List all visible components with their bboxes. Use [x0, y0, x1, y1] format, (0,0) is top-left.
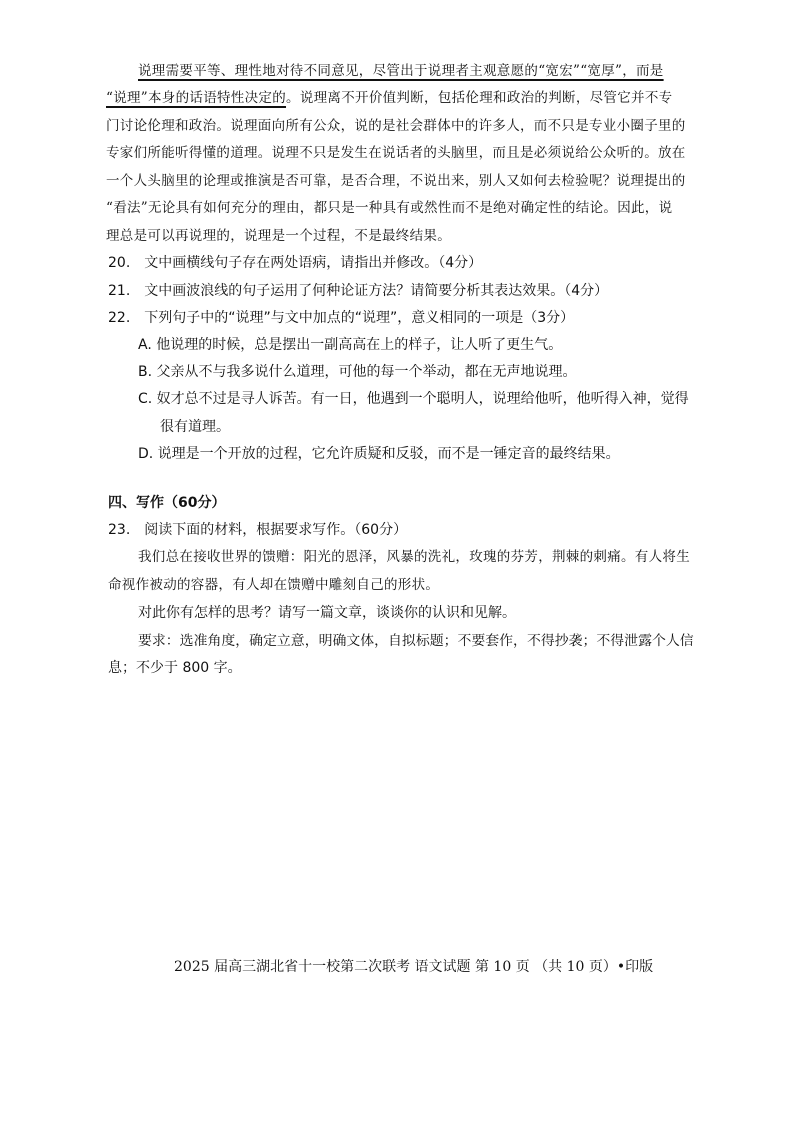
material-line-2: 命视作被动的容器，有人却在馈赠中雕刻自己的形状。 — [108, 577, 440, 593]
material-line-1: 我们总在接收世界的馈赠：阳光的恩泽，风暴的洗礼，玫瑰的芬芳，荆棘的刺痛。有人将生 — [138, 549, 690, 565]
passage-line-4: 专家们所能听得懂的道理。说理不只是发生在说话者的头脑里，而且是必须说给公众听的。放在 — [106, 145, 686, 161]
passage-line-5: 一个人头脑里的论理或推演是否可靠，是否合理，不说出来，别人又如何去检验呢？说理提出的 — [106, 173, 686, 189]
passage-line-2-rest: 。说理离不开价值判断，包括伦理和政治的判断，尽管它并不专 — [286, 90, 673, 106]
underlined-sentence-part-2: “说理”本身的话语特性决定的 — [106, 90, 287, 106]
passage-line-3: 门讨论伦理和政治。说理面向所有公众，说的是社会群体中的许多人，而不只是专业小圈子里的 — [106, 118, 686, 134]
passage-line-1 — [138, 61, 664, 81]
requirements-line-1: 要求：选准角度，确定立意，明确文体，自拟标题；不要套作，不得抄袭；不得泄露个人信 — [138, 633, 694, 649]
question-22: 22. 下列句子中的“说理”与文中加点的“说理”，意义相同的一项是（3分） — [108, 310, 575, 326]
option-d: D. 说理是一个开放的过程，它允许质疑和反驳，而不是一锤定音的最终结果。 — [138, 446, 620, 462]
question-20: 20. 文中画横线句子存在两处语病，请指出并修改。（4分） — [108, 255, 483, 271]
question-23: 23. 阅读下面的材料，根据要求写作。（60分） — [108, 522, 408, 538]
requirements-line-2: 息；不少于 800 字。 — [108, 660, 242, 676]
question-21: 21. 文中画波浪线的句子运用了何种论证方法？请简要分析其表达效果。（4分） — [108, 283, 609, 299]
passage-line-6: “看法”无论具有如何充分的理由，都只是一种具有或然性而不是绝对确定性的结论。因此，说 — [106, 200, 673, 216]
option-c-line-2: 很有道理。 — [160, 419, 230, 435]
option-a: A. 他说理的时候，总是摆出一副高高在上的样子，让人听了更生气。 — [138, 337, 563, 353]
option-b: B. 父亲从不与我多说什么道理，可他的每一个举动，都在无声地说理。 — [138, 364, 577, 380]
option-c-line-1: C. 奴才总不过是寻人诉苦。有一日，他遇到一个聪明人，说理给他听，他听得入神，觉得 — [138, 391, 689, 407]
writing-prompt: 对此你有怎样的思考？请写一篇文章，谈谈你的认识和见解。 — [138, 605, 516, 621]
passage-line-2 — [106, 88, 672, 108]
section-title-writing: 四、写作（60分） — [108, 495, 226, 511]
page-footer: 2025 届高三湖北省十一校第二次联考 语文试题 第 10 页 （共 10 页）•印版 — [174, 959, 654, 975]
underlined-sentence-part-1: 说理需要平等、理性地对待不同意见，尽管出于说理者主观意愿的“宽宏”“宽厚”，而是 — [138, 63, 664, 79]
passage-line-7: 理总是可以再说理的，说理是一个过程，不是最终结果。 — [106, 228, 451, 244]
